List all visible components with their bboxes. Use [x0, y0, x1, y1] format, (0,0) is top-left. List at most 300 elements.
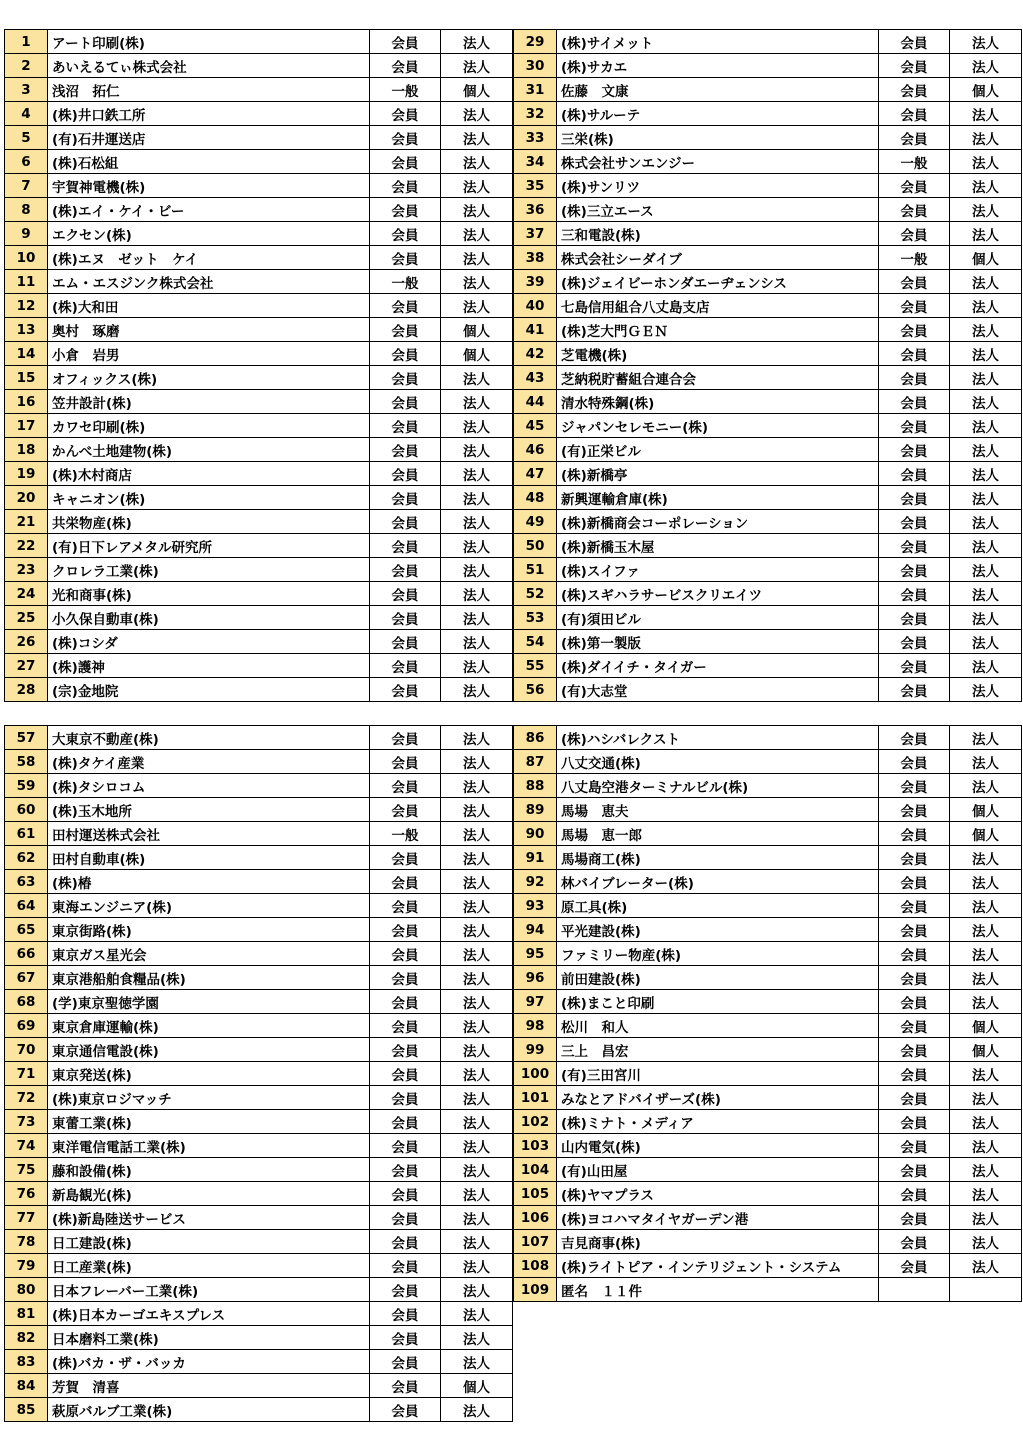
member-type: 会員: [370, 870, 441, 894]
member-type: 会員: [370, 606, 441, 630]
member-kind: 法人: [950, 30, 1022, 54]
member-name: (株)新島陸送サービス: [48, 1206, 370, 1230]
member-name: (株)三立エース: [557, 198, 879, 222]
member-type: 会員: [879, 894, 950, 918]
member-type: 会員: [370, 294, 441, 318]
member-number: 102: [514, 1110, 557, 1134]
member-name: (株)護神: [48, 654, 370, 678]
member-number: 64: [5, 894, 48, 918]
member-type: 会員: [370, 390, 441, 414]
member-name: 三上 昌宏: [557, 1038, 879, 1062]
member-row: [5, 150, 513, 174]
member-name: 馬場商工(株): [557, 846, 879, 870]
member-number: 25: [5, 606, 48, 630]
member-row: [5, 510, 513, 534]
member-kind: 法人: [441, 558, 513, 582]
member-name: 匿名 １１件: [557, 1278, 879, 1302]
member-type: 会員: [370, 1206, 441, 1230]
member-kind: 法人: [441, 1110, 513, 1134]
member-type: 会員: [370, 726, 441, 750]
member-number: 57: [5, 726, 48, 750]
member-kind: 法人: [950, 342, 1022, 366]
member-type: 会員: [879, 1134, 950, 1158]
member-row: [514, 846, 1022, 870]
member-kind: 法人: [950, 102, 1022, 126]
member-kind: 法人: [441, 1086, 513, 1110]
member-kind: 法人: [441, 654, 513, 678]
member-type: 会員: [370, 654, 441, 678]
member-name: (株)サイメット: [557, 30, 879, 54]
member-name: 日工産業(株): [48, 1254, 370, 1278]
member-name: 小倉 岩男: [48, 342, 370, 366]
member-name: (株)ヨコハマタイヤガーデン港: [557, 1206, 879, 1230]
member-number: 56: [514, 678, 557, 702]
member-type: 会員: [370, 750, 441, 774]
member-type: 会員: [879, 294, 950, 318]
member-number: 51: [514, 558, 557, 582]
member-number: 72: [5, 1086, 48, 1110]
member-row: [514, 1182, 1022, 1206]
member-type: 会員: [879, 534, 950, 558]
member-row: [5, 246, 513, 270]
member-number: 87: [514, 750, 557, 774]
member-row: [5, 102, 513, 126]
member-row: [5, 822, 513, 846]
member-name: 松川 和人: [557, 1014, 879, 1038]
member-name: 前田建設(株): [557, 966, 879, 990]
member-number: 44: [514, 390, 557, 414]
member-kind: 法人: [441, 1254, 513, 1278]
member-number: 54: [514, 630, 557, 654]
member-name: (株)ヤマプラス: [557, 1182, 879, 1206]
member-kind: 法人: [441, 990, 513, 1014]
member-kind: 法人: [441, 222, 513, 246]
member-type: 会員: [879, 630, 950, 654]
member-name: 萩原バルブ工業(株): [48, 1398, 370, 1422]
member-number: 43: [514, 366, 557, 390]
member-kind: 法人: [441, 822, 513, 846]
member-kind: 法人: [441, 1134, 513, 1158]
member-name: 東京ガス星光会: [48, 942, 370, 966]
member-number: 83: [5, 1350, 48, 1374]
member-number: 92: [514, 870, 557, 894]
member-kind: 法人: [441, 438, 513, 462]
member-name: (株)エイ・ケイ・ビー: [48, 198, 370, 222]
member-kind: 法人: [950, 750, 1022, 774]
member-type: 会員: [370, 1014, 441, 1038]
member-row: [514, 1134, 1022, 1158]
member-type: 会員: [370, 1110, 441, 1134]
member-number: 104: [514, 1158, 557, 1182]
member-number: 73: [5, 1110, 48, 1134]
member-type: 会員: [879, 1206, 950, 1230]
member-number: 99: [514, 1038, 557, 1062]
member-row: [514, 150, 1022, 174]
member-row: [5, 558, 513, 582]
member-kind: 法人: [950, 150, 1022, 174]
member-row: [5, 1182, 513, 1206]
member-row: [5, 1254, 513, 1278]
member-row: [514, 1014, 1022, 1038]
member-number: 15: [5, 366, 48, 390]
member-row: [5, 990, 513, 1014]
member-kind: 法人: [441, 1302, 513, 1326]
member-name: 日本磨料工業(株): [48, 1326, 370, 1350]
member-type: 会員: [370, 1062, 441, 1086]
member-number: 80: [5, 1278, 48, 1302]
member-name: 株式会社サンエンジー: [557, 150, 879, 174]
member-row: [5, 726, 513, 750]
member-kind: 法人: [950, 894, 1022, 918]
member-kind: 法人: [441, 270, 513, 294]
member-type: 会員: [370, 894, 441, 918]
member-name: (株)スギハラサービスクリエイツ: [557, 582, 879, 606]
member-kind: 法人: [441, 606, 513, 630]
member-row: [514, 1062, 1022, 1086]
roster-table-1-left: [4, 29, 513, 702]
member-number: 96: [514, 966, 557, 990]
member-row: [514, 174, 1022, 198]
member-row: [5, 174, 513, 198]
member-name: エム・エスジンク株式会社: [48, 270, 370, 294]
member-kind: 法人: [441, 1350, 513, 1374]
member-name: 芳賀 清喜: [48, 1374, 370, 1398]
member-name: (株)井口鉄工所: [48, 102, 370, 126]
member-row: [5, 30, 513, 54]
member-kind: 法人: [950, 726, 1022, 750]
member-row: [5, 1014, 513, 1038]
member-kind: 法人: [950, 318, 1022, 342]
member-type: 会員: [370, 678, 441, 702]
member-name: 吉見商事(株): [557, 1230, 879, 1254]
member-number: 3: [5, 78, 48, 102]
member-number: 14: [5, 342, 48, 366]
member-number: 12: [5, 294, 48, 318]
member-name: (株)東京ロジマッチ: [48, 1086, 370, 1110]
member-type: 会員: [879, 822, 950, 846]
member-name: 小久保自動車(株): [48, 606, 370, 630]
member-number: 69: [5, 1014, 48, 1038]
member-kind: 法人: [441, 918, 513, 942]
member-name: 大東京不動産(株): [48, 726, 370, 750]
member-name: クロレラ工業(株): [48, 558, 370, 582]
member-type: 会員: [370, 558, 441, 582]
member-row: [5, 1398, 513, 1422]
member-type: 会員: [879, 438, 950, 462]
member-type: 会員: [370, 1038, 441, 1062]
member-kind: 法人: [950, 1230, 1022, 1254]
member-number: 77: [5, 1206, 48, 1230]
member-type: 会員: [879, 1062, 950, 1086]
member-kind: 法人: [441, 486, 513, 510]
member-number: 26: [5, 630, 48, 654]
member-type: 会員: [370, 1350, 441, 1374]
member-row: [514, 78, 1022, 102]
member-type: 会員: [370, 1278, 441, 1302]
member-kind: 法人: [950, 918, 1022, 942]
member-number: 68: [5, 990, 48, 1014]
member-kind: 法人: [950, 294, 1022, 318]
member-kind: 法人: [441, 102, 513, 126]
member-type: 会員: [879, 30, 950, 54]
member-kind: 法人: [441, 630, 513, 654]
roster-table-2-right: [513, 725, 1022, 1302]
member-row: [5, 870, 513, 894]
member-name: (株)サルーテ: [557, 102, 879, 126]
member-row: [5, 966, 513, 990]
member-number: 103: [514, 1134, 557, 1158]
member-number: 67: [5, 966, 48, 990]
member-row: [514, 1110, 1022, 1134]
member-name: 清水特殊鋼(株): [557, 390, 879, 414]
member-type: 一般: [879, 246, 950, 270]
member-name: キャニオン(株): [48, 486, 370, 510]
member-name: 馬場 恵一郎: [557, 822, 879, 846]
member-kind: 個人: [950, 1038, 1022, 1062]
member-kind: 法人: [950, 942, 1022, 966]
member-kind: 法人: [950, 1158, 1022, 1182]
member-number: 75: [5, 1158, 48, 1182]
member-name: 原工具(株): [557, 894, 879, 918]
member-type: 会員: [879, 1182, 950, 1206]
member-type: 会員: [879, 654, 950, 678]
member-type: 会員: [879, 1158, 950, 1182]
member-row: [5, 1206, 513, 1230]
member-name: (株)ジェイビーホンダエーヂェンシス: [557, 270, 879, 294]
member-kind: 法人: [441, 150, 513, 174]
member-number: 34: [514, 150, 557, 174]
member-name: オフィックス(株): [48, 366, 370, 390]
member-number: 2: [5, 54, 48, 78]
member-row: [5, 390, 513, 414]
member-kind: 法人: [441, 390, 513, 414]
member-row: [514, 318, 1022, 342]
member-type: 会員: [370, 198, 441, 222]
member-number: 52: [514, 582, 557, 606]
member-row: [514, 558, 1022, 582]
member-row: [5, 750, 513, 774]
member-number: 65: [5, 918, 48, 942]
member-kind: 法人: [950, 582, 1022, 606]
member-number: 30: [514, 54, 557, 78]
member-name: 三栄(株): [557, 126, 879, 150]
member-row: [514, 606, 1022, 630]
member-name: (有)大志堂: [557, 678, 879, 702]
member-type: 会員: [370, 846, 441, 870]
member-row: [514, 270, 1022, 294]
member-type: 会員: [879, 366, 950, 390]
member-row: [514, 678, 1022, 702]
member-kind: 法人: [441, 246, 513, 270]
member-number: 21: [5, 510, 48, 534]
member-kind: 法人: [441, 462, 513, 486]
member-row: [5, 78, 513, 102]
member-type: 一般: [370, 822, 441, 846]
member-type: 会員: [879, 558, 950, 582]
member-name: 佐藤 文康: [557, 78, 879, 102]
member-kind: 法人: [441, 30, 513, 54]
member-number: 10: [5, 246, 48, 270]
member-row: [514, 990, 1022, 1014]
member-type: 会員: [370, 102, 441, 126]
member-type: 会員: [370, 486, 441, 510]
member-row: [514, 30, 1022, 54]
member-type: 会員: [879, 726, 950, 750]
member-name: 宇賀神電機(株): [48, 174, 370, 198]
member-name: (株)サンリツ: [557, 174, 879, 198]
member-row: [5, 1038, 513, 1062]
member-kind: 法人: [950, 606, 1022, 630]
member-kind: 法人: [950, 1062, 1022, 1086]
member-name: 芝納税貯蓄組合連合会: [557, 366, 879, 390]
member-name: 新興運輸倉庫(株): [557, 486, 879, 510]
member-type: 会員: [370, 366, 441, 390]
member-type: 会員: [879, 846, 950, 870]
member-kind: 法人: [950, 510, 1022, 534]
member-row: [5, 606, 513, 630]
member-name: 七島信用組合八丈島支店: [557, 294, 879, 318]
member-type: 会員: [879, 486, 950, 510]
member-row: [514, 918, 1022, 942]
member-number: 88: [514, 774, 557, 798]
member-name: 笠井設計(株): [48, 390, 370, 414]
member-number: 9: [5, 222, 48, 246]
member-kind: 法人: [950, 846, 1022, 870]
member-type: 会員: [370, 150, 441, 174]
member-kind: 法人: [950, 126, 1022, 150]
member-row: [514, 486, 1022, 510]
member-number: 17: [5, 414, 48, 438]
member-number: 74: [5, 1134, 48, 1158]
member-kind: 個人: [950, 246, 1022, 270]
member-row: [5, 534, 513, 558]
member-number: 32: [514, 102, 557, 126]
member-type: 会員: [879, 1230, 950, 1254]
member-number: 8: [5, 198, 48, 222]
member-row: [514, 870, 1022, 894]
member-number: 1: [5, 30, 48, 54]
member-type: 会員: [879, 342, 950, 366]
member-name: 浅沼 拓仁: [48, 78, 370, 102]
member-kind: 法人: [950, 1086, 1022, 1110]
member-name: 株式会社シーダイブ: [557, 246, 879, 270]
member-row: [514, 294, 1022, 318]
member-name: 東京通信電設(株): [48, 1038, 370, 1062]
member-name: 日工建設(株): [48, 1230, 370, 1254]
member-name: 東海エンジニア(株): [48, 894, 370, 918]
member-name: アート印刷(株): [48, 30, 370, 54]
member-row: [5, 1158, 513, 1182]
member-row: [514, 390, 1022, 414]
member-row: [514, 1254, 1022, 1278]
member-number: 94: [514, 918, 557, 942]
member-kind: 法人: [950, 774, 1022, 798]
member-name: (株)まこと印刷: [557, 990, 879, 1014]
member-type: 会員: [370, 990, 441, 1014]
member-name: (株)芝大門ＧＥＮ: [557, 318, 879, 342]
member-number: 18: [5, 438, 48, 462]
member-row: [514, 750, 1022, 774]
member-name: (株)第一製版: [557, 630, 879, 654]
member-number: 79: [5, 1254, 48, 1278]
member-type: 会員: [879, 390, 950, 414]
member-row: [5, 1326, 513, 1350]
member-type: 会員: [370, 1230, 441, 1254]
member-number: 101: [514, 1086, 557, 1110]
member-kind: 法人: [950, 270, 1022, 294]
member-number: 58: [5, 750, 48, 774]
member-type: 一般: [879, 150, 950, 174]
member-type: 会員: [879, 510, 950, 534]
member-type: 会員: [370, 1302, 441, 1326]
member-name: 田村自動車(株): [48, 846, 370, 870]
member-row: [514, 894, 1022, 918]
member-kind: 法人: [950, 1134, 1022, 1158]
member-type: 会員: [370, 1134, 441, 1158]
member-row: [5, 366, 513, 390]
member-name: (株)エヌ ゼット ケイ: [48, 246, 370, 270]
member-number: 84: [5, 1374, 48, 1398]
member-name: 馬場 恵夫: [557, 798, 879, 822]
member-kind: 法人: [441, 294, 513, 318]
member-number: 59: [5, 774, 48, 798]
member-name: 山内電気(株): [557, 1134, 879, 1158]
member-kind: 個人: [441, 1374, 513, 1398]
member-row: [5, 318, 513, 342]
member-number: 7: [5, 174, 48, 198]
member-name: 八丈交通(株): [557, 750, 879, 774]
member-type: 会員: [879, 942, 950, 966]
member-type: 会員: [370, 54, 441, 78]
member-number: 81: [5, 1302, 48, 1326]
member-name: みなとアドバイザーズ(株): [557, 1086, 879, 1110]
member-type: 会員: [879, 1086, 950, 1110]
member-row: [514, 822, 1022, 846]
member-kind: 個人: [950, 798, 1022, 822]
member-number: 97: [514, 990, 557, 1014]
member-name: ファミリー物産(株): [557, 942, 879, 966]
member-name: 三和電設(株): [557, 222, 879, 246]
member-type: 会員: [879, 606, 950, 630]
member-name: 東京倉庫運輸(株): [48, 1014, 370, 1038]
member-row: [514, 774, 1022, 798]
member-kind: 法人: [950, 630, 1022, 654]
member-row: [5, 294, 513, 318]
member-number: 107: [514, 1230, 557, 1254]
member-type: 会員: [370, 1374, 441, 1398]
member-type: 会員: [879, 966, 950, 990]
member-number: 23: [5, 558, 48, 582]
member-row: [5, 438, 513, 462]
member-name: エクセン(株): [48, 222, 370, 246]
member-type: 会員: [879, 270, 950, 294]
member-kind: 法人: [950, 198, 1022, 222]
member-number: 82: [5, 1326, 48, 1350]
member-name: (株)石松組: [48, 150, 370, 174]
member-kind: 法人: [441, 1398, 513, 1422]
member-row: [5, 54, 513, 78]
member-name: (株)玉木地所: [48, 798, 370, 822]
member-row: [5, 222, 513, 246]
member-row: [514, 726, 1022, 750]
member-type: 会員: [879, 1014, 950, 1038]
member-type: 会員: [879, 126, 950, 150]
member-kind: 個人: [441, 342, 513, 366]
member-name: 東京発送(株): [48, 1062, 370, 1086]
member-number: 100: [514, 1062, 557, 1086]
member-number: 13: [5, 318, 48, 342]
member-kind: 法人: [441, 1062, 513, 1086]
